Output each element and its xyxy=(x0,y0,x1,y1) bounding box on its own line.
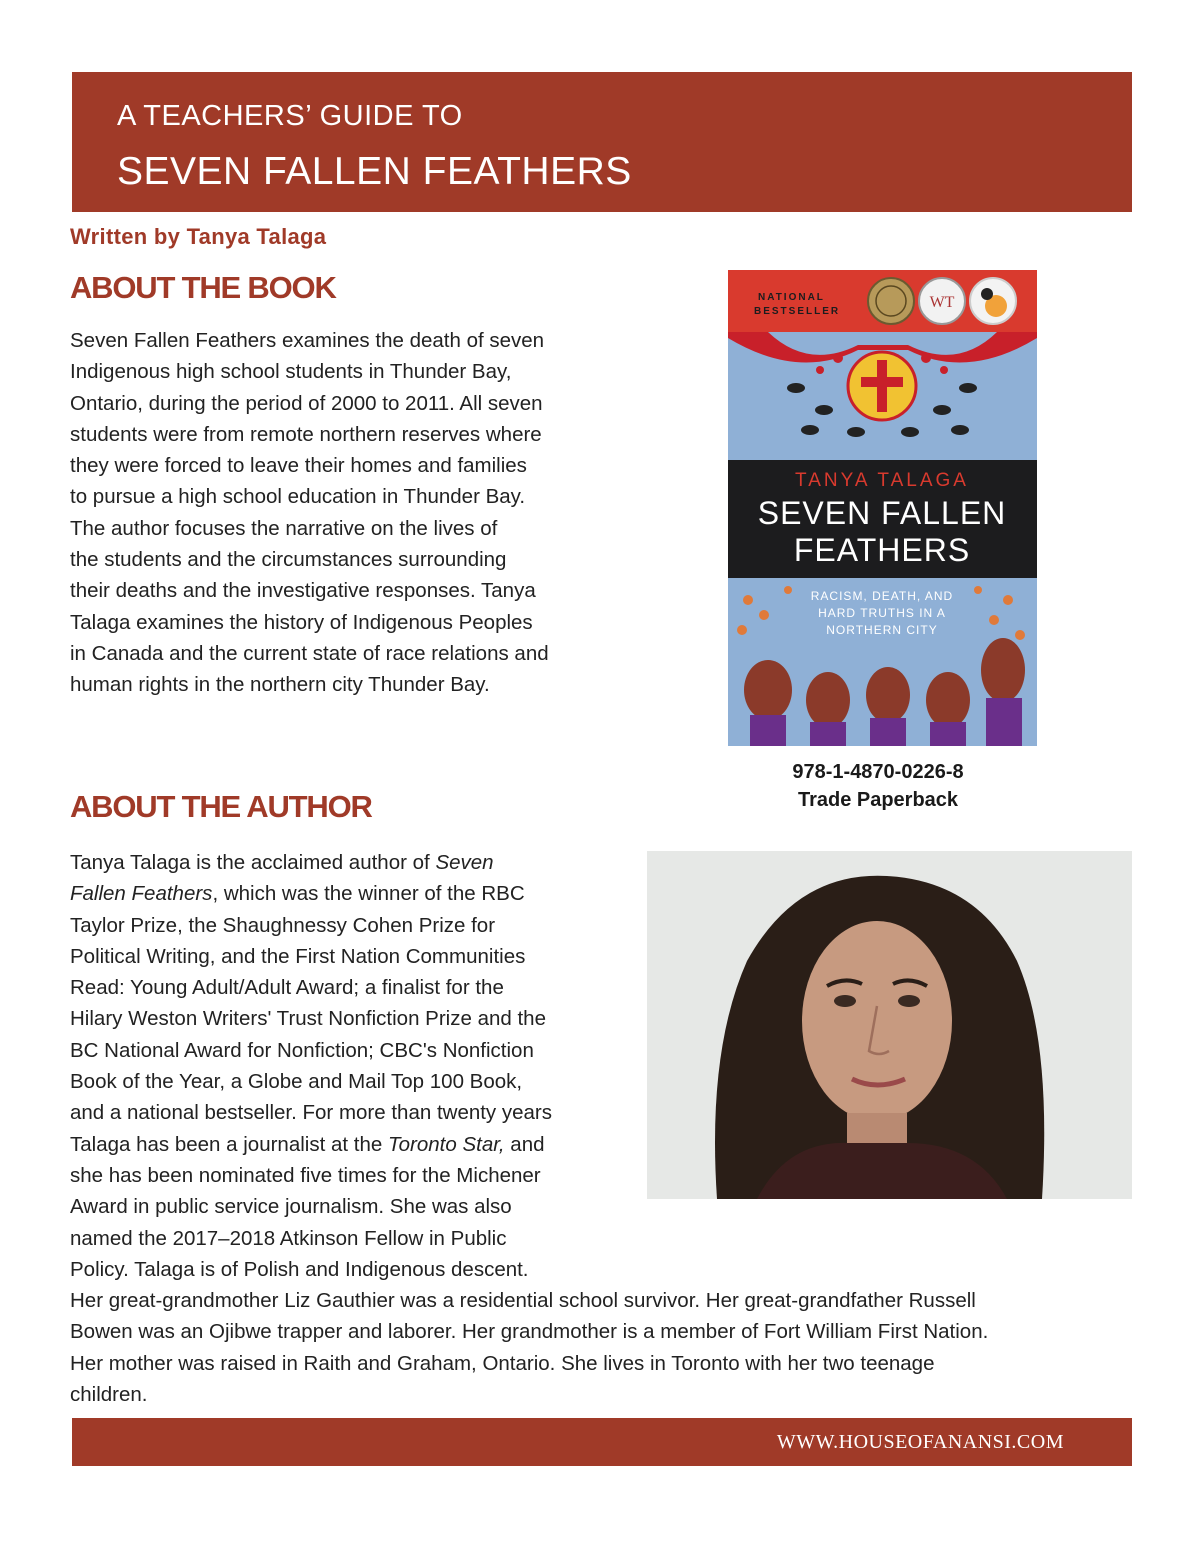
text-line: they were forced to leave their homes and families xyxy=(70,454,527,478)
book-info xyxy=(728,758,1028,814)
text-line: human rights in the northern city Thunder Bay. xyxy=(70,673,490,697)
text-line: Ontario, during the period of 2000 to 2011. All seven xyxy=(70,391,543,415)
text-line: Political Writing, and the First Nation Communities xyxy=(70,944,526,968)
book-title-italic: Seven xyxy=(435,851,494,874)
text-line: the students and the circumstances surrounding xyxy=(70,548,507,572)
guide-supertitle: A TEACHERS’ GUIDE TO xyxy=(117,100,463,132)
text-line: named the 2017–2018 Atkinson Fellow in Public xyxy=(70,1226,507,1250)
text-line xyxy=(70,1129,988,1160)
text-line: their deaths and the investigative responses. Tanya xyxy=(70,579,536,603)
text-line: Bowen was an Ojibwe trapper and laborer. Her grandmother is a member of Fort William First Nation. xyxy=(70,1320,989,1344)
text-line: Talaga examines the history of Indigenous Peoples xyxy=(70,610,533,634)
text-line: Her mother was raised in Raith and Graham, Ontario. She lives in Toronto with her two teenage xyxy=(70,1351,935,1375)
text-segment: Tanya Talaga is the acclaimed author of xyxy=(70,851,436,874)
text-line xyxy=(70,847,988,878)
footer-banner xyxy=(72,1418,1132,1466)
cover-subtitle-line2: HARD TRUTHS IN A xyxy=(818,606,946,620)
text-segment: and xyxy=(504,1132,545,1156)
about-author-heading: ABOUT THE AUTHOR xyxy=(70,789,372,824)
book-cover-image xyxy=(728,270,1037,746)
about-book-heading: ABOUT THE BOOK xyxy=(70,270,336,305)
text-line: children. xyxy=(70,1383,148,1407)
text-segment: , which was the winner of the RBC xyxy=(212,882,525,906)
text-segment: Talaga has been a journalist at the xyxy=(70,1132,388,1156)
cover-badge-line2: BESTSELLER xyxy=(754,306,841,317)
cover-subtitle-line1: RACISM, DEATH, AND xyxy=(810,589,954,603)
cover-subtitle-line3: NORTHERN CITY xyxy=(826,623,938,637)
newspaper-italic: Toronto Star, xyxy=(387,1132,505,1156)
text-line: Read: Young Adult/Adult Award; a finalist for the xyxy=(70,976,504,1000)
text-line: students were from remote northern reserves where xyxy=(70,422,542,446)
text-line xyxy=(70,878,988,909)
text-line: Indigenous high school students in Thunder Bay, xyxy=(70,360,512,384)
guide-title: SEVEN FALLEN FEATHERS xyxy=(117,150,632,193)
text-line: and a national bestseller. For more than twenty years xyxy=(70,1101,553,1125)
text-line: Policy. Talaga is of Polish and Indigenous descent. xyxy=(70,1257,529,1281)
cover-title-line2: FEATHERS xyxy=(793,532,971,568)
website-link[interactable]: WWW.HOUSEOFANANSI.COM xyxy=(776,1431,1064,1453)
text-line: in Canada and the current state of race relations and xyxy=(70,641,549,665)
byline: Written by Tanya Talaga xyxy=(70,224,327,249)
about-author-paragraph xyxy=(70,847,988,1410)
cover-author: TANYA TALAGA xyxy=(795,470,969,491)
book-format: Trade Paperback xyxy=(797,789,959,811)
text-line: BC National Award for Nonfiction; CBC's Nonfiction xyxy=(70,1038,534,1062)
cover-title-line1: SEVEN FALLEN xyxy=(757,495,1007,531)
text-line: she has been nominated five times for the Michener xyxy=(70,1163,541,1187)
title-banner xyxy=(72,72,1132,212)
text-line: Her great-grandmother Liz Gauthier was a residential school survivor. Her great-grandfather Russell xyxy=(70,1289,976,1313)
text-line: Book of the Year, a Globe and Mail Top 100 Book, xyxy=(70,1070,523,1094)
text-line: Seven Fallen Feathers examines the death of seven xyxy=(70,329,545,352)
text-line: to pursue a high school education in Thunder Bay. xyxy=(70,485,526,509)
cover-award-text: WT xyxy=(929,294,955,311)
isbn: 978-1-4870-0226-8 xyxy=(792,761,964,783)
book-title-italic: Fallen Feathers xyxy=(70,882,213,906)
text-line: Taylor Prize, the Shaughnessy Cohen Prize for xyxy=(70,913,496,937)
text-line: The author focuses the narrative on the lives of xyxy=(70,516,498,540)
cover-badge-line1: NATIONAL xyxy=(758,292,825,303)
about-book-paragraph xyxy=(70,325,549,701)
text-line: Hilary Weston Writers' Trust Nonfiction Prize and the xyxy=(70,1007,546,1031)
text-line: Award in public service journalism. She was also xyxy=(70,1195,512,1219)
